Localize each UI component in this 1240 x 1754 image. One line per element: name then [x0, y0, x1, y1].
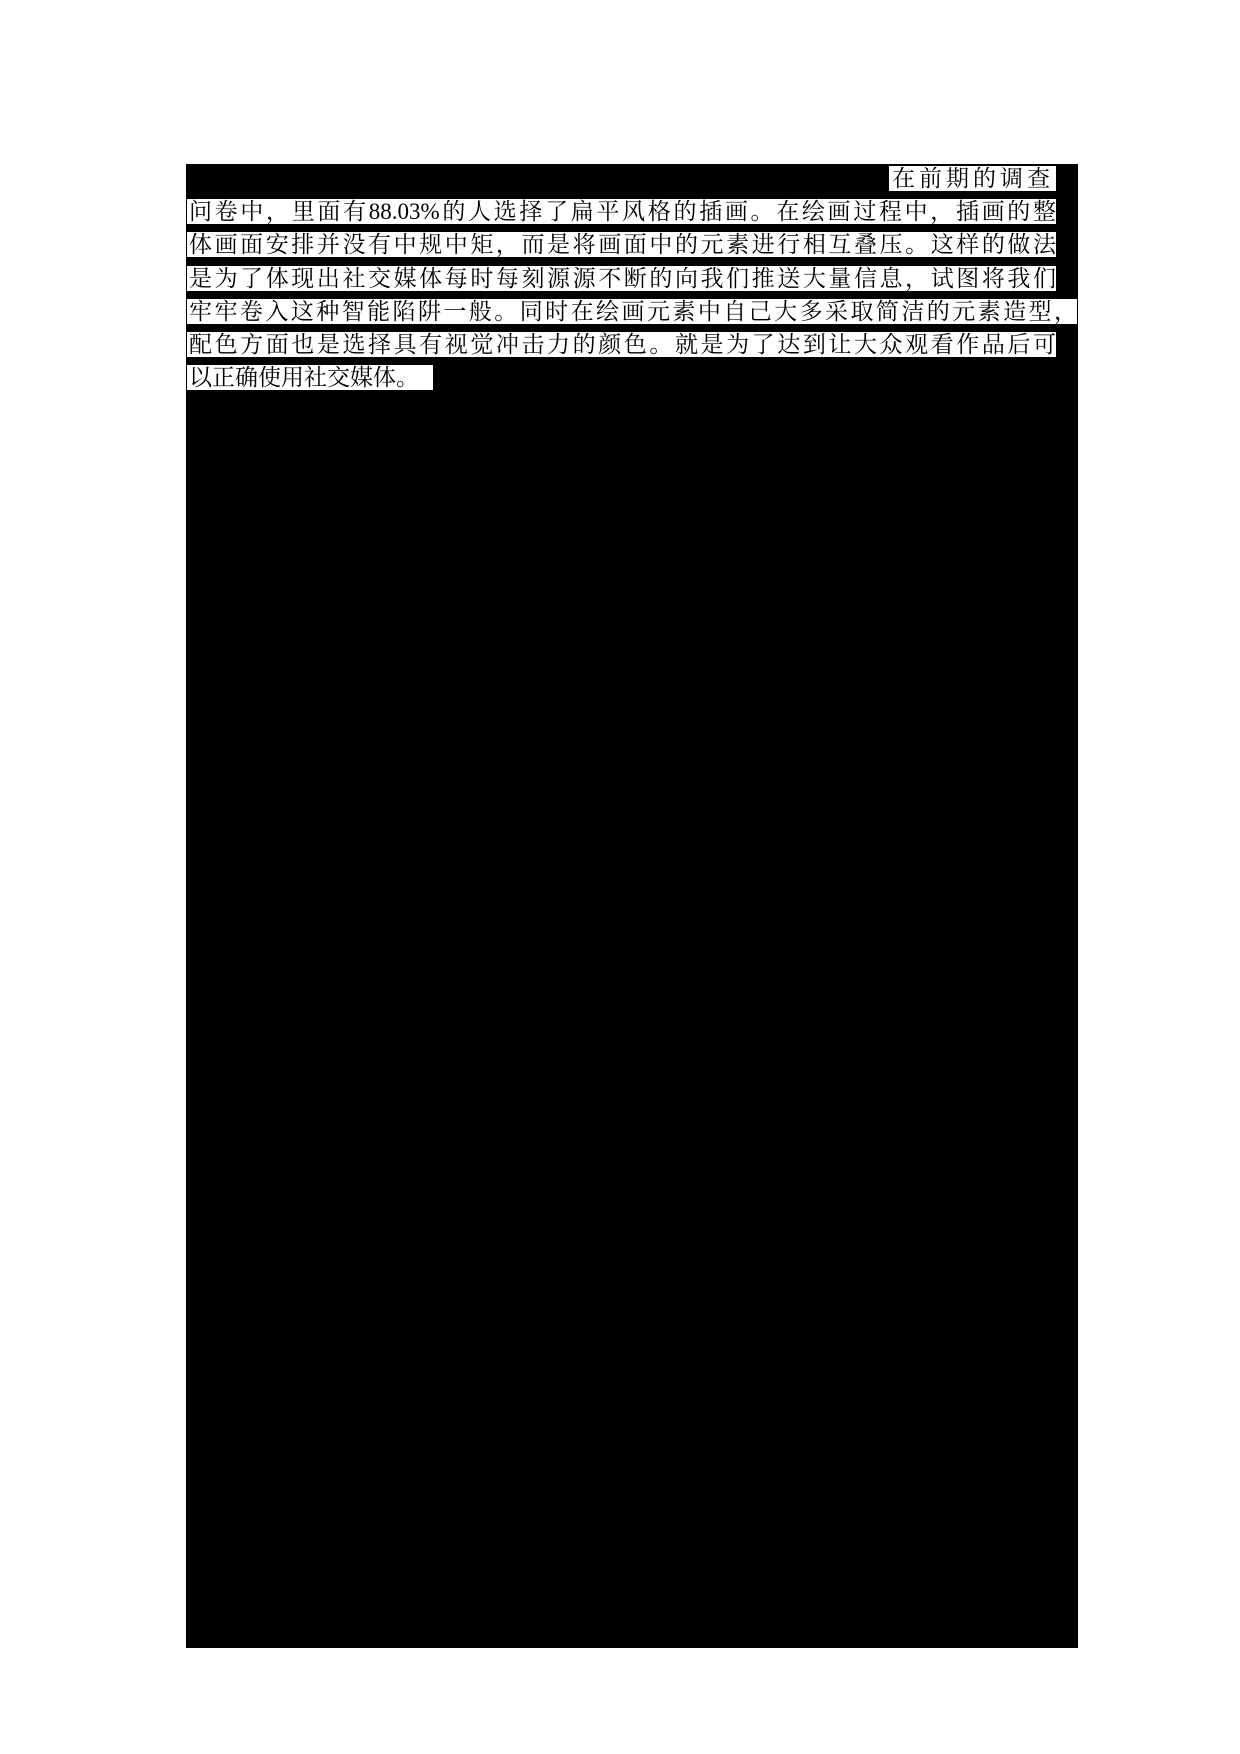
highlighted-text-line: 以正确使用社交媒体。: [187, 365, 433, 390]
text-line-6: [187, 332, 1056, 357]
highlighted-text-line: 配色方面也是选择具有视觉冲击力的颜色。就是为了达到让大众观看作品后可: [189, 332, 1056, 357]
text-line-4: [187, 266, 1056, 291]
text-line-7: [187, 365, 1056, 390]
text-line-1: [187, 166, 1056, 191]
highlighted-text-line: 问卷中，里面有88.03%的人选择了扁平风格的插画。在绘画过程中，插画的整: [189, 199, 1056, 224]
highlighted-text-line: 体画面安排并没有中规中矩，而是将画面中的元素进行相互叠压。这样的做法: [189, 232, 1056, 257]
highlighted-text-line: 在前期的调查: [889, 166, 1056, 191]
text-line-3: [187, 232, 1056, 257]
highlighted-text-line: 是为了体现出社交媒体每时每刻源源不断的向我们推送大量信息，试图将我们: [189, 266, 1056, 291]
text-line-5: [187, 299, 1077, 324]
highlighted-text-line: 牢牢卷入这种智能陷阱一般。同时在绘画元素中自己大多采取简洁的元素造型，: [189, 299, 1077, 324]
text-line-2: [187, 199, 1056, 224]
redacted-block: [186, 164, 1078, 1648]
